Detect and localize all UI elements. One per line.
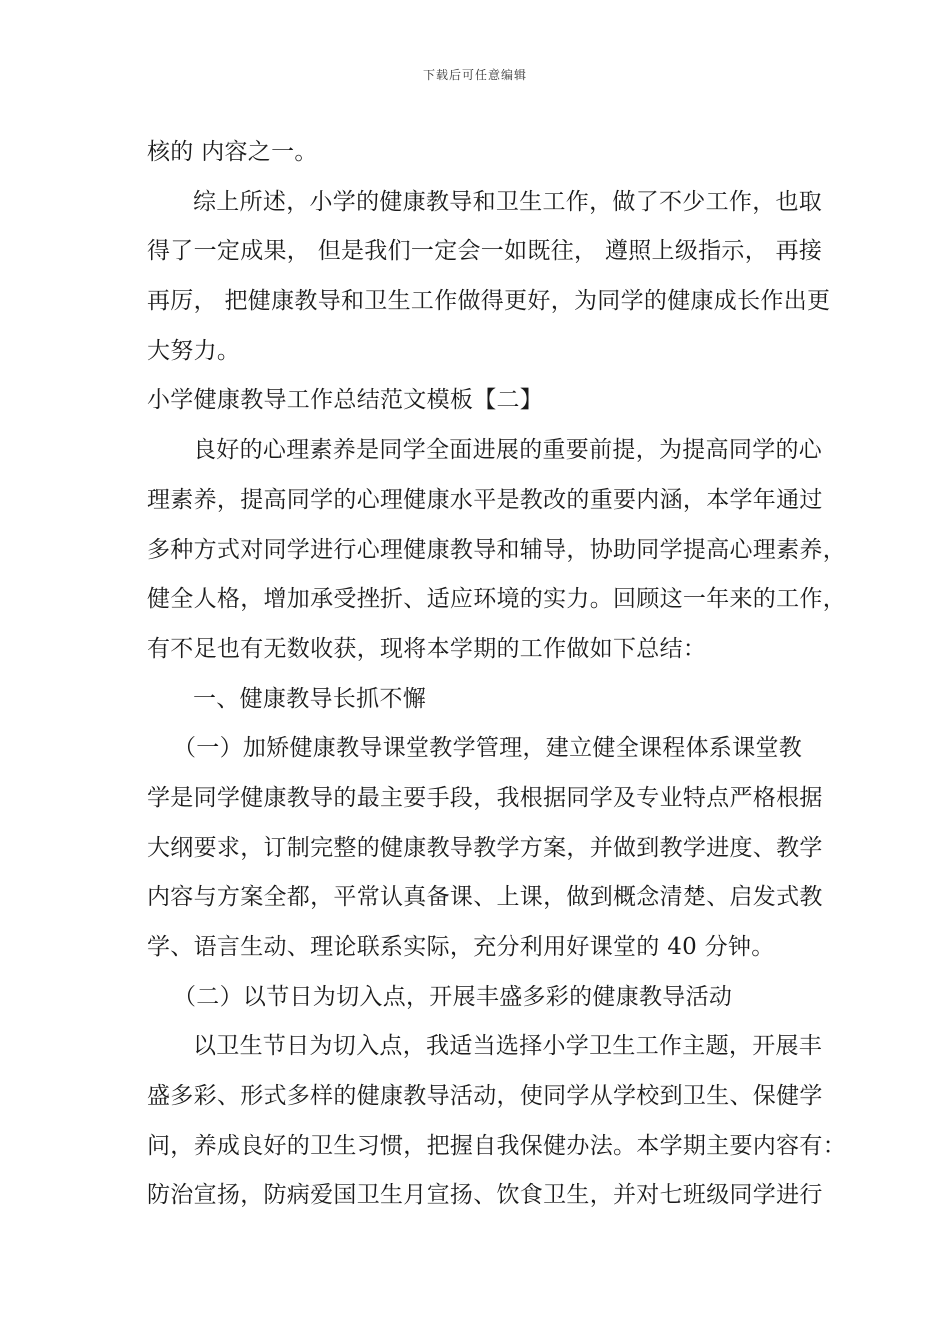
- text-line: 学、语言生动、理论联系实际，充分利用好课堂的 40 分钟。: [147, 934, 775, 960]
- text-line: 大努力。: [147, 337, 241, 364]
- text-line: 得了一定成果， 但是我们一定会一如既往， 遵照上级指示， 再接: [147, 238, 823, 265]
- text-line: 良好的心理素养是同学全面进展的重要前提，为提高同学的心: [193, 437, 823, 464]
- text-line: （一）加矫健康教导课堂教学管理，建立健全课程体系课堂教: [173, 735, 803, 762]
- text-line: 再厉， 把健康教导和卫生工作做得更好，为同学的健康成长作出更: [147, 288, 831, 315]
- text-line: 问，养成良好的卫生习惯，把握自我保健办法。本学期主要内容有：: [147, 1132, 846, 1159]
- text-line: 以卫生节日为切入点，我适当选择小学卫生工作主题，开展丰: [193, 1033, 823, 1060]
- text-line: 核的 内容之一。: [147, 139, 318, 165]
- document-body: [147, 128, 846, 1221]
- text-line: 健全人格，增加承受挫折、适应环境的实力。回顾这一年来的工作，: [147, 586, 846, 613]
- text-line: 盛多彩、形式多样的健康教导活动，使同学从学校到卫生、保健学: [147, 1083, 823, 1110]
- text-line: 学是同学健康教导的最主要手段，我根据同学及专业特点严格根据: [147, 784, 823, 811]
- text-line: （二）以节日为切入点，开展丰盛多彩的健康教导活动: [173, 983, 733, 1010]
- text-line: 综上所述，小学的健康教导和卫生工作，做了不少工作，也取: [193, 188, 823, 215]
- text-line: 理素养，提高同学的心理健康水平是教改的重要内涵，本学年通过: [147, 486, 823, 513]
- text-line: 大纲要求，订制完整的健康教导教学方案，并做到教学进度、教学: [147, 834, 823, 861]
- subsection-heading: 一、健康教导长抓不懈: [193, 685, 426, 712]
- text-line: 防治宣扬，防病爱国卫生月宣扬、饮食卫生，并对七班级同学进行: [147, 1182, 823, 1209]
- text-line: 有不足也有无数收获，现将本学期的工作做如下总结：: [147, 635, 707, 662]
- text-line: 内容与方案全都，平常认真备课、上课，做到概念清楚、启发式教: [147, 884, 823, 911]
- section-heading: 小学健康教导工作总结范文模板【二】: [147, 387, 544, 414]
- page-header: 下载后可任意编辑: [422, 68, 527, 82]
- text-line: 多种方式对同学进行心理健康教导和辅导，协助同学提高心理素养，: [147, 536, 846, 563]
